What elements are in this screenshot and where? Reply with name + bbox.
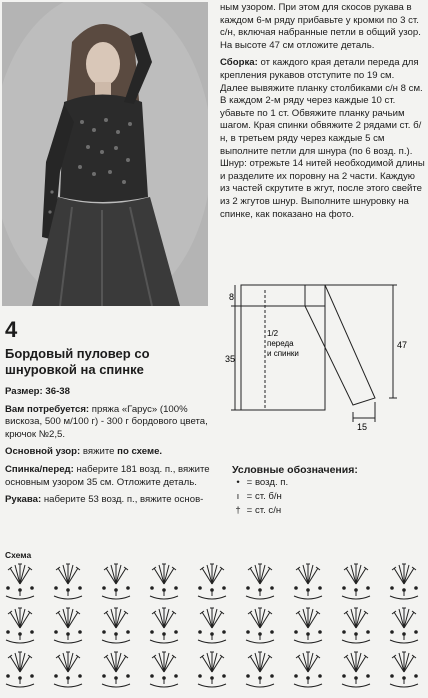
scheme-row-1 <box>6 564 418 599</box>
dim-label-8: 8 <box>229 292 235 302</box>
back-front-text: наберите 181 возд. п., вяжите основным узором 35 см. Отложите деталь. <box>5 463 210 488</box>
scheme-label: Схема <box>5 550 32 560</box>
legend-text-chain: = возд. п. <box>246 477 289 488</box>
materials-label: Вам потребуется: <box>5 403 90 415</box>
legend-text-double: = ст. с/н <box>246 505 282 516</box>
left-column-text <box>5 386 213 507</box>
scheme-row-2 <box>6 608 418 643</box>
main-pattern-text: вяжите <box>80 446 118 458</box>
legend-item-single <box>232 490 422 504</box>
pattern-diagram <box>225 280 425 440</box>
main-pattern-paragraph <box>5 446 213 459</box>
double-crochet-symbol-icon: † <box>235 505 241 516</box>
sleeves-label: Рукава: <box>5 494 42 506</box>
size-line: Размер: 36-38 <box>5 386 70 397</box>
sleeves-text: наберите 53 возд. п., вяжите основ- <box>41 494 204 506</box>
main-pattern-bold: по схеме. <box>117 446 163 458</box>
sleeves-paragraph <box>5 494 213 507</box>
legend-item-double <box>232 504 422 518</box>
woman-in-lace-pullover-image <box>2 2 208 306</box>
sleeve-continuation-text: ным узором. При этом для скосов рукава в каждом 6-м ряду прибавьте у кромки по 3 ст. с/н, включая набранные петли в общий узор. На высоте 47 см отложите деталь. <box>220 2 421 51</box>
materials-paragraph <box>5 404 213 442</box>
legend-title: Условные обозначения: <box>232 464 358 476</box>
materials-text: пряжа «Гарус» (100% вискоза, 500 м/100 г) - 300 г бордового цвета, крючок №2,5. <box>5 403 208 440</box>
assembly-text: от каждого края детали переда для крепления рукавов отступите по 19 см. Далее вывяжите планку столбиками с/н 8 см. В каждом 2-м ряду через каждые 10 ст. убавьте по 1 ст. Обвяжите планку рачьим шагом. Края спинки обвяжите 2 рядами ст. б/н, в третьем ряду через каждые 5 см выполните петли для шнура (по 6 возд. п.). Шнур: отрежьте 14 нитей необходимой длины и разделите их поровну на 2 части. Каждую из частей скрутите в жгут, после этого свейте из 2 жгутов шнур. Выполните шнуровку на спинке, как показано на фото. <box>220 57 425 220</box>
crochet-scheme-chart <box>4 562 424 696</box>
scheme-row-3 <box>6 652 418 687</box>
dim-label-35: 35 <box>225 354 236 364</box>
back-front-paragraph <box>5 464 213 489</box>
assembly-paragraph <box>220 57 425 221</box>
sleeve-outline <box>305 285 375 405</box>
inner-label-line1: 1/2 <box>267 329 279 338</box>
section-number: 4 <box>5 317 18 342</box>
single-crochet-symbol-icon: ı <box>236 491 240 502</box>
legend-text-single: = ст. б/н <box>246 491 282 502</box>
chain-symbol-icon: • <box>236 477 240 488</box>
main-pattern-label: Основной узор: <box>5 446 81 458</box>
assembly-label: Сборка: <box>220 57 258 69</box>
dim-label-47: 47 <box>397 340 408 350</box>
inner-label-line3: и спинки <box>267 349 299 358</box>
legend-item-chain <box>232 476 422 490</box>
legend <box>232 464 422 518</box>
model-photo <box>2 2 208 306</box>
back-front-label: Спинка/перед: <box>5 463 74 475</box>
section-title: Бордовый пуловер со шнуровкой на спинке <box>5 346 150 377</box>
right-column-text <box>220 2 425 221</box>
inner-label-line2: переда <box>267 339 294 348</box>
dim-label-15: 15 <box>357 422 368 432</box>
